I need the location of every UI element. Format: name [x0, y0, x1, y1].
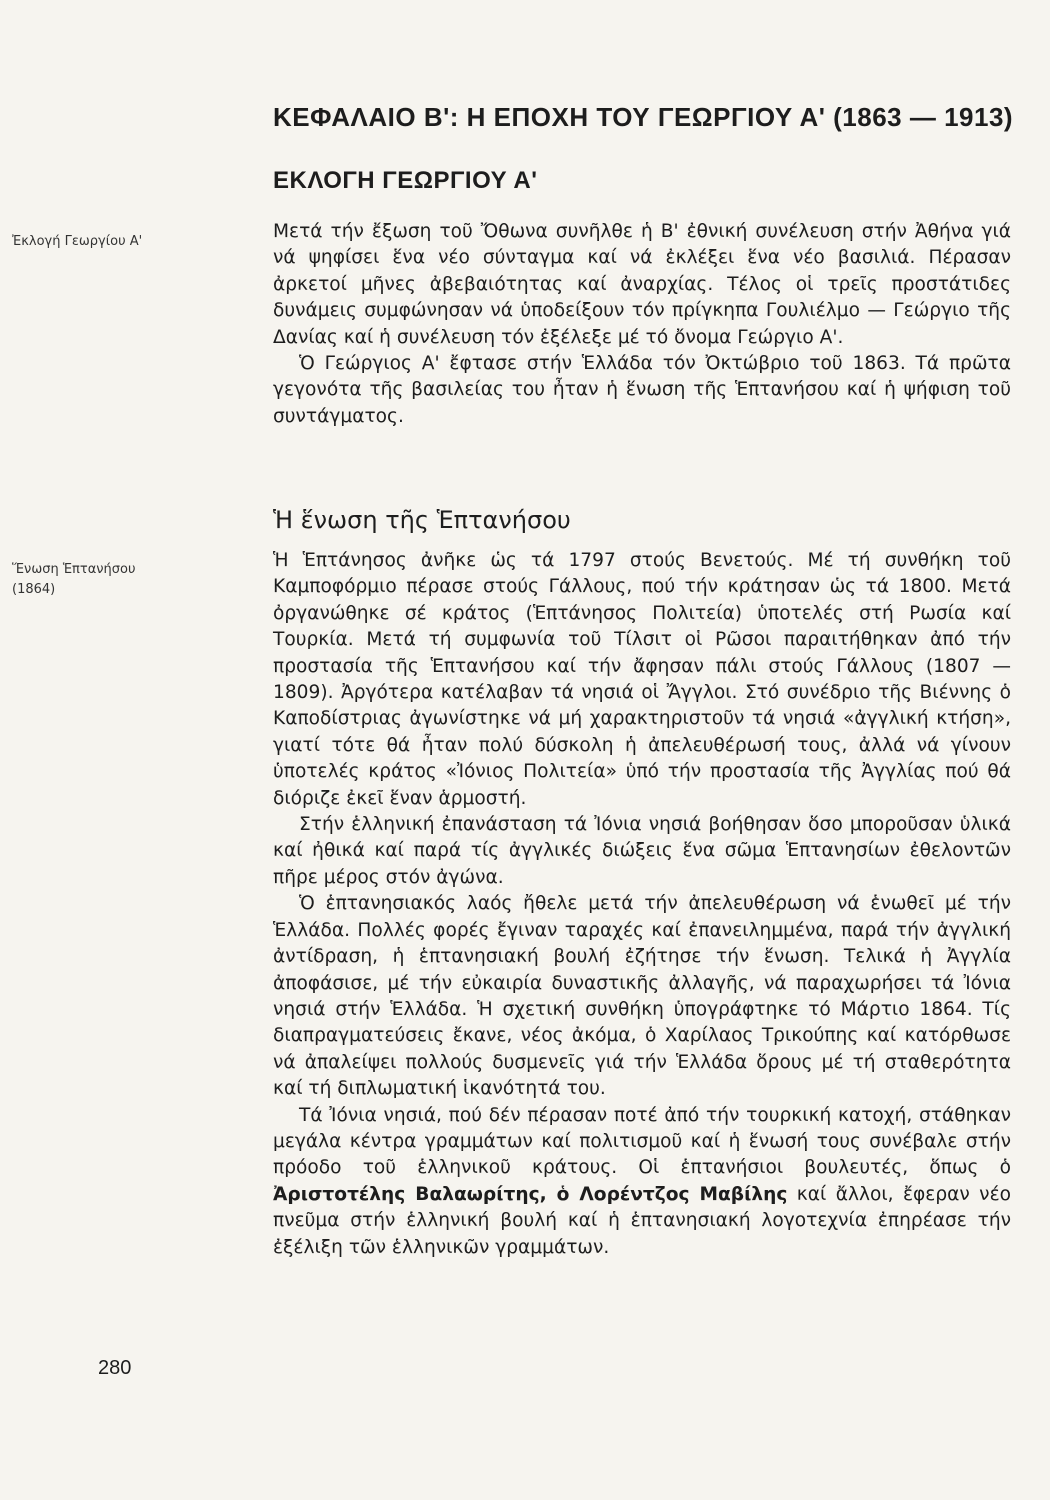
page-number: 280: [98, 1357, 132, 1379]
paragraph: Μετά τήν ἔξωση τοῦ Ὄθωνα συνῆλθε ἡ Β' ἐθνική συνέλευση στήν Ἀθήνα γιά νά ψηφίσει ἕνα νέο σύνταγμα καί νά ἐκλέξει ἕνα νέο βασιλιά. Πέρασαν ἀρκετοί μῆνες ἀβεβαιότητας καί ἀναρχίας. Τέλος οἱ τρεῖς προστάτιδες δυνάμεις συμφώνησαν νά ὑποδείξουν τόν πρίγκηπα Γουλιέλμο — Γεώργιο τῆς Δανίας καί ἡ συνέλευση τόν ἐξέλεξε μέ τό ὄνομα Γεώργιο Α'.: [273, 221, 1011, 348]
bold-name-mavilis: ὁ Λορέντζος Μαβίλης: [556, 1183, 788, 1205]
margin-note-union: Ἕνωση Ἑπτανήσου (1864): [12, 562, 136, 597]
paragraph: Ὁ Γεώργιος Α' ἔφτασε στήν Ἑλλάδα τόν Ὀκτώβριο τοῦ 1863. Τά πρῶτα γεγονότα τῆς βασιλείας του ἦταν ἡ ἕνωση τῆς Ἑπτανήσου καί ἡ ψήφιση τοῦ συντάγματος.: [273, 353, 1011, 427]
subheading-ionian-union: Ἡ ἕνωση τῆς Ἑπτανήσου: [273, 506, 571, 534]
chapter-title: ΚΕΦΑΛΑΙΟ Β': Η ΕΠΟΧΗ ΤΟΥ ΓΕΩΡΓΙΟΥ Α' (1863 — 1913): [273, 102, 1014, 132]
paragraph: Ἡ Ἑπτάνησος ἀνῆκε ὡς τά 1797 στούς Βενετούς. Μέ τή συνθήκη τοῦ Καμποφόρμιο πέρασε στούς Γάλλους, πού τήν κράτησαν ὡς τά 1800. Μετά ὀργανώθηκε σέ κράτος (Ἑπτάνησος Πολιτεία) ὑποτελές στή Ρωσία καί Τουρκία. Μετά τή συμφωνία τοῦ Τίλσιτ οἱ Ρῶσοι παραιτήθηκαν ἀπό τήν προστασία τῆς Ἑπτανήσου καί τήν ἄφησαν πάλι στούς Γάλλους (1807 — 1809). Ἀργότερα κατέλαβαν τά νησιά οἱ Ἄγγλοι. Στό συνέδριο τῆς Βιέννης ὁ Καποδίστριας ἀγωνίστηκε νά μή χαρακτηριστοῦν τά νησιά «ἀγγλική κτήση», γιατί τότε θά ἦταν πολύ δύσκολη ἡ ἀπελευθέρωσή τους, ἀλλά νά γίνουν ὑποτελές κράτος «Ἰόνιος Πολιτεία» ὑπό τήν προστασία τῆς Ἀγγλίας πού θά διόριζε ἐκεῖ ἕναν ἁρμοστή.: [273, 550, 1011, 809]
paragraph: Ὁ ἑπτανησιακός λαός ἤθελε μετά τήν ἀπελευθέρωση νά ἑνωθεῖ μέ τήν Ἑλλάδα. Πολλές φορές ἔγιναν ταραχές καί ἐπανειλημμένα, παρά τήν ἀγγλική ἀντίδραση, ἡ ἑπτανησιακή βουλή ἐζήτησε τήν ἕνωση. Τελικά ἡ Ἀγγλία ἀποφάσισε, μέ τήν εὐκαιρία δυναστικῆς ἀλλαγῆς, νά παραχωρήσει τά Ἰόνια νησιά στήν Ἑλλάδα. Ἡ σχετική συνθήκη ὑπογράφτηκε τό Μάρτιο 1864. Τίς διαπραγματεύσεις ἔκανε, νέος ἀκόμα, ὁ Χαρίλαος Τρικούπης καί κατόρθωσε νά ἀπαλείψει πολλούς δυσμενεῖς γιά τήν Ἑλλάδα ὅρους μέ τή σταθερότητα καί τή διπλωματική ἱκανότητά του.: [273, 893, 1011, 1100]
paragraph-final: [273, 1103, 1011, 1261]
section-election-text: [273, 219, 1011, 430]
bold-separator: ,: [539, 1183, 557, 1205]
section-union-text: [273, 548, 1011, 1261]
section-title: ΕΚΛΟΓΗ ΓΕΩΡΓΙΟΥ Α': [273, 167, 538, 194]
bold-name-valaoritis: Ἀριστοτέλης Βαλαωρίτης: [273, 1183, 540, 1205]
margin-note-election: Ἐκλογή Γεωργίου Α': [12, 234, 143, 249]
text-run: Τά Ἰόνια νησιά, πού δέν πέρασαν ποτέ ἀπό τήν τουρκική κατοχή, στάθηκαν μεγάλα κέντρα γραμμάτων καί πολιτισμοῦ καί ἡ ἕνωσή τους συνέβαλε στήν πρόοδο τοῦ ἑλληνικοῦ κράτους. Οἱ ἑπτανήσιοι βουλευτές, ὅπως ὁ: [273, 1104, 1011, 1179]
paragraph: Στήν ἑλληνική ἐπανάσταση τά Ἰόνια νησιά βοήθησαν ὅσο μποροῦσαν ὑλικά καί ἠθικά καί παρά τίς ἀγγλικές διώξεις ἕνα σῶμα Ἑπτανησίων ἐθελοντῶν πῆρε μέρος στόν ἀγώνα.: [273, 814, 1011, 888]
text-run: καί ἄλλοι, ἔφεραν νέο πνεῦμα στήν ἑλληνική βουλή καί ἡ ἑπτανησιακή λογοτεχνία ἐπηρέασε τήν ἐξέλιξη τῶν ἑλληνικῶν γραμμάτων.: [273, 1183, 1011, 1258]
